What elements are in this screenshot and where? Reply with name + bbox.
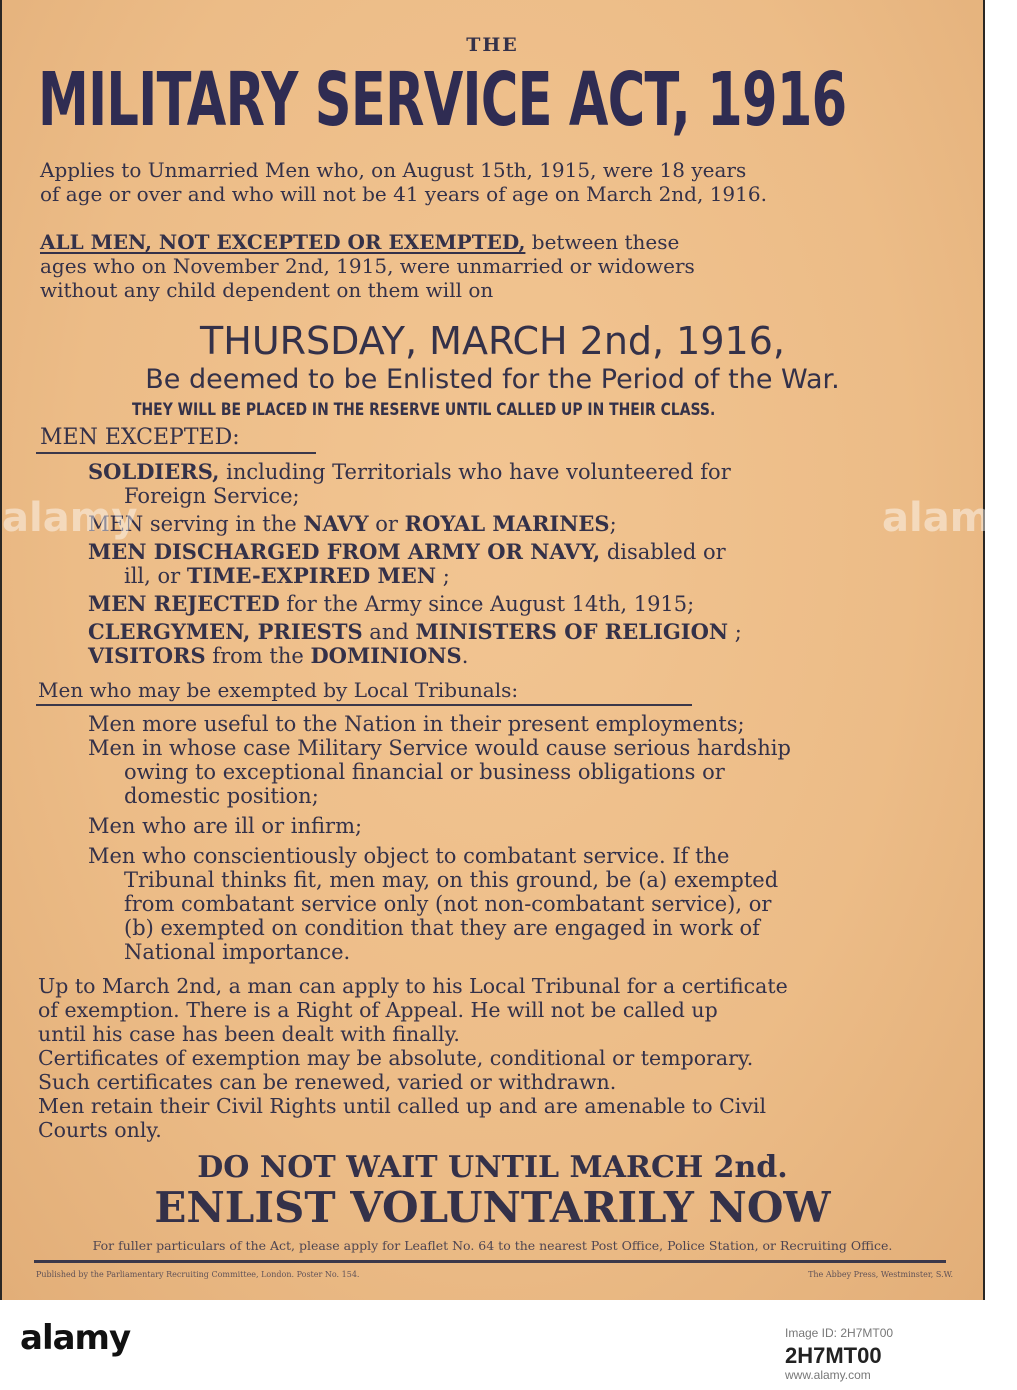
excepted-item-visitors: VISITORS from the DOMINIONS.	[88, 643, 469, 668]
exempted-item-conscience: Men who conscientiously object to combatant service. If the	[88, 844, 730, 868]
all-men-line-3: without any child dependent on them will on	[40, 278, 494, 302]
closing-line-6: Men retain their Civil Rights until called up and are amenable to Civil	[38, 1094, 767, 1118]
closing-line-4: Certificates of exemption may be absolute, conditional or temporary.	[38, 1046, 754, 1070]
applies-line-2: of age or over and who will not be 41 years of age on March 2nd, 1916.	[40, 182, 767, 206]
closing-line-7: Courts only.	[38, 1118, 162, 1142]
exempted-item-conscience-cont-2: from combatant service only (not non-combatant service), or	[124, 892, 772, 916]
closing-line-2: of exemption. There is a Right of Appeal. He will not be called up	[38, 998, 718, 1022]
printer-credit: The Abbey Press, Westminster, S.W.	[808, 1270, 953, 1279]
excepted-heading-text: MEN EXCEPTED	[40, 425, 233, 450]
excepted-item-soldiers: SOLDIERS, including Territorials who have volunteered for	[88, 459, 731, 484]
publisher-credit: Published by the Parliamentary Recruiting Committee, London. Poster No. 154.	[36, 1270, 360, 1279]
title-the: THE	[466, 34, 519, 56]
main-title: MILITARY SERVICE ACT, 1916	[38, 57, 847, 143]
excepted-item-navy: MEN serving in the NAVY or ROYAL MARINES;	[88, 511, 617, 536]
exempted-heading-text: Men who may be exempted by Local Tribunals	[38, 678, 512, 702]
excepted-item-discharged-cont: ill, or TIME-EXPIRED MEN ;	[124, 563, 450, 588]
all-men-line-2: ages who on November 2nd, 1915, were unmarried or widowers	[40, 254, 695, 278]
enlistment-date-heading: THURSDAY, MARCH 2nd, 1916,	[200, 319, 785, 363]
closing-line-1: Up to March 2nd, a man can apply to his Local Tribunal for a certificate	[38, 974, 788, 998]
applies-paragraph	[40, 158, 767, 206]
exempted-item-useful: Men more useful to the Nation in their present employments;	[88, 712, 745, 736]
exempted-list	[88, 712, 791, 964]
image-id-label: Image ID: 2H7MT00	[785, 1326, 894, 1340]
exempted-item-hardship-cont-2: domestic position;	[124, 784, 319, 808]
do-not-wait-line: DO NOT WAIT UNTIL MARCH 2nd.	[197, 1150, 788, 1185]
exempted-item-conscience-cont-3: (b) exempted on condition that they are engaged in work of	[124, 916, 760, 940]
deemed-enlisted-line: Be deemed to be Enlisted for the Period of the War.	[145, 364, 840, 395]
applies-line-1: Applies to Unmarried Men who, on August 15th, 1915, were 18 years	[40, 158, 747, 182]
all-men-paragraph	[40, 230, 695, 302]
all-men-line-1	[40, 230, 695, 254]
fuller-particulars-note: For fuller particulars of the Act, please apply for Leaflet No. 64 to the nearest Post Office, Police Station, or Recruiting Office.	[92, 1238, 893, 1253]
excepted-heading-colon: :	[232, 425, 240, 450]
stock-url: www.alamy.com	[785, 1368, 871, 1382]
enlist-now-line: ENLIST VOLUNTARILY NOW	[154, 1183, 831, 1232]
excepted-item-rejected: MEN REJECTED for the Army since August 14th, 1915;	[88, 591, 695, 616]
exempted-item-conscience-cont-1: Tribunal thinks fit, men may, on this ground, be (a) exempted	[124, 868, 779, 892]
watermark-right: alamy	[882, 495, 1017, 541]
excepted-list	[88, 460, 742, 668]
exempted-heading	[38, 678, 518, 702]
stock-logo: alamy	[20, 1318, 131, 1358]
closing-line-3: until his case has been dealt with finally.	[38, 1022, 460, 1046]
excepted-heading-underline	[36, 452, 316, 454]
all-men-rest: between these	[525, 230, 680, 254]
exempted-item-hardship: Men in whose case Military Service would cause serious hardship	[88, 736, 791, 760]
all-men-lead: ALL MEN, NOT EXCEPTED OR EXEMPTED,	[40, 230, 526, 254]
image-id: 2H7MT00	[785, 1343, 882, 1368]
excepted-item-discharged: MEN DISCHARGED FROM ARMY OR NAVY, disabled or	[88, 539, 726, 564]
closing-paragraph	[38, 974, 788, 1142]
exempted-item-conscience-cont-4: National importance.	[124, 940, 351, 964]
excepted-item-clergy: CLERGYMEN, PRIESTS and MINISTERS OF RELIGION ;	[88, 619, 742, 644]
excepted-heading	[40, 425, 240, 451]
reserve-notice: THEY WILL BE PLACED IN THE RESERVE UNTIL CALLED UP IN THEIR CLASS.	[132, 400, 716, 420]
exempted-heading-colon: :	[511, 678, 519, 702]
exempted-heading-underline	[36, 704, 692, 706]
poster	[2, 0, 1017, 1300]
closing-line-5: Such certificates can be renewed, varied or withdrawn.	[38, 1070, 617, 1094]
excepted-item-soldiers-cont: Foreign Service;	[124, 484, 300, 508]
exempted-item-hardship-cont-1: owing to exceptional financial or business obligations or	[124, 760, 725, 784]
footer-rule	[34, 1260, 946, 1263]
exempted-item-ill: Men who are ill or infirm;	[88, 814, 363, 838]
watermark-left: alamy	[2, 495, 138, 541]
